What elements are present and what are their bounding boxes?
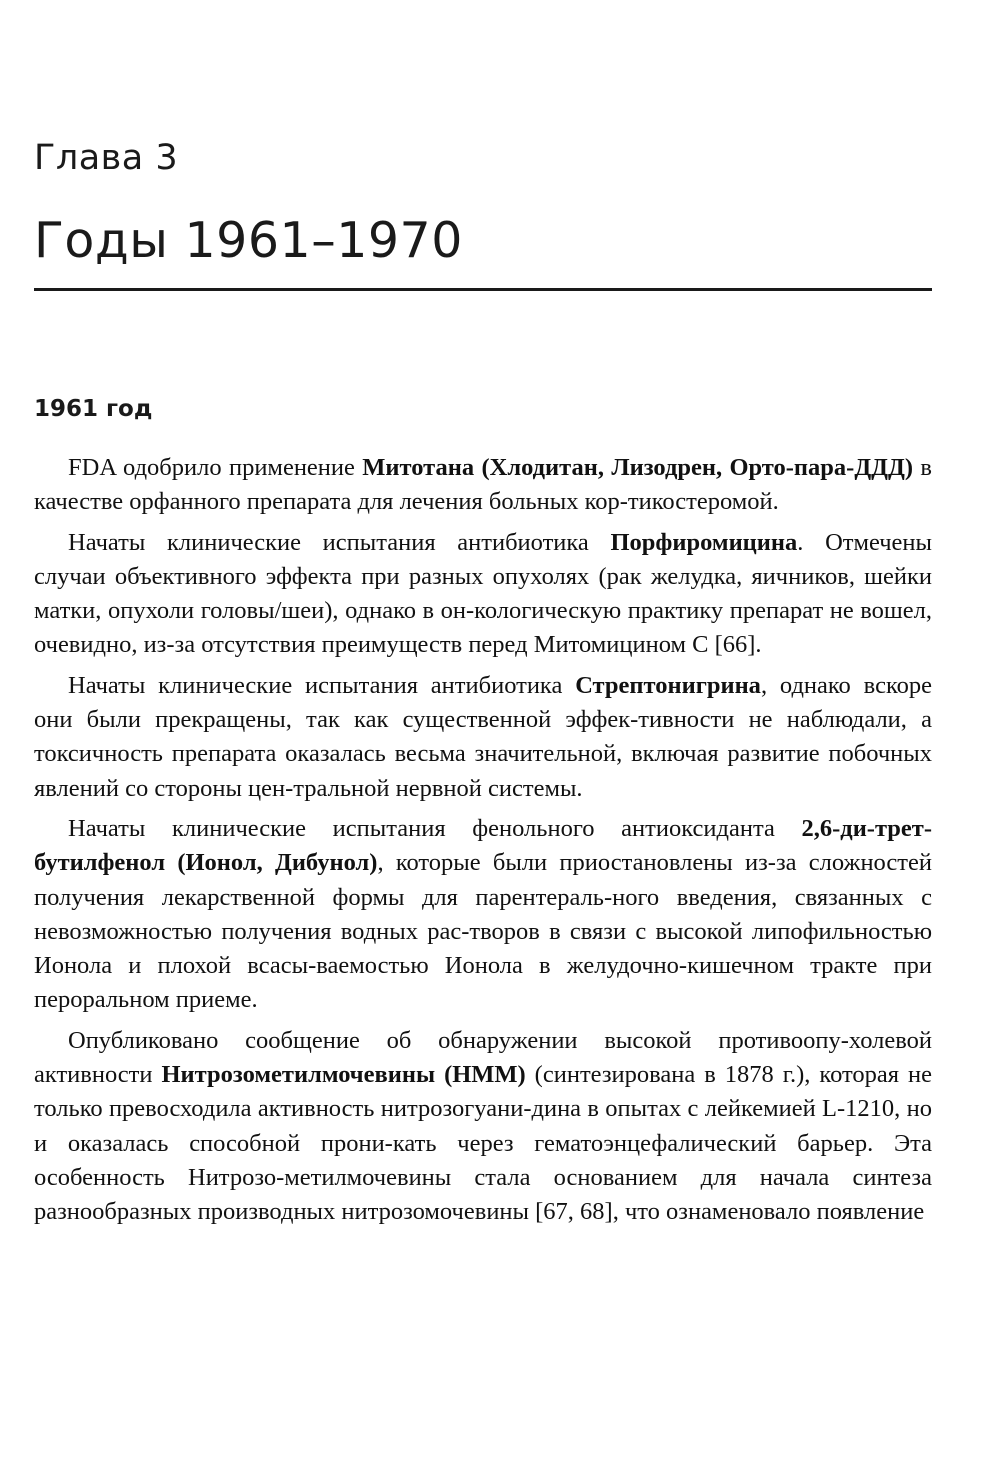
paragraph	[34, 1024, 932, 1230]
body-text	[34, 451, 932, 1236]
paragraph-text: Опубликовано сообщение об обнаружении высокой противоопу-холевой активности	[34, 1026, 932, 1089]
paragraph-text: , однако вскоре они были прекращены, так как существенной эффек-тивности не наблюдали, а токсичность препарата оказалась весьма значительной, включая развитие побочных явлений со стороны цен-тральной нервной системы.	[34, 671, 932, 802]
drug-name: Порфиромицина	[610, 528, 798, 556]
paragraph-text: Начаты клинические испытания антибиотика	[68, 671, 576, 699]
book-page	[34, 0, 932, 1465]
drug-name: Стрептонигрина	[575, 671, 761, 699]
paragraph-text: . Отмечены случаи объективного эффекта при разных опухолях (рак желудка, яичников, шейки матки, опухоли головы/шеи), однако в он-кологическую практику препарат не вошел, очевидно, из-за отсутствия преимуществ перед Митомицином С [66].	[34, 528, 933, 659]
paragraph	[34, 812, 932, 1018]
paragraph	[34, 669, 932, 806]
chapter-label: Глава 3	[34, 138, 179, 178]
drug-name: Нитрозометилмочевины (НММ)	[161, 1061, 526, 1089]
paragraph-text: Начаты клинические испытания фенольного антиоксиданта	[68, 814, 802, 842]
paragraph	[34, 451, 932, 520]
paragraph-text: Начаты клинические испытания антибиотика	[68, 528, 611, 556]
paragraph-text: в качестве орфанного препарата для лечения больных кор-тикостеромой.	[34, 454, 933, 516]
drug-name: Митотана (Хлодитан, Лизодрен, Орто-пара-ДДД)	[362, 454, 914, 481]
chapter-title: Годы 1961–1970	[34, 212, 463, 269]
paragraph-text: FDA одобрило применение	[68, 454, 363, 481]
title-divider	[34, 288, 932, 291]
paragraph-text: , которые были приостановлены из-за сложностей получения лекарственной формы для парентераль-ного введения, связанных с невозможностью получения водных рас-творов в связи с высокой липофильностью Ионола и плохой всасы-ваемостью Ионола в желудочно-кишечном тракте при пероральном приеме.	[34, 849, 932, 1014]
drug-name: 2,6-ди-трет-бутилфенол (Ионол, Дибунол)	[34, 814, 932, 877]
paragraph	[34, 526, 932, 663]
section-heading: 1961 год	[34, 396, 153, 422]
paragraph-text: (синтезирована в 1878 г.), которая не только превосходила активность нитрозогуани-дина в опытах с лейкемией L-1210, но и оказалась способной прони-кать через гематоэнцефалический барьер. Эта особенность Нитрозо-метилмочевины стала основанием для начала синтеза разнообразных производных нитрозомочевины [67, 68], что ознаменовало появление	[34, 1061, 932, 1226]
